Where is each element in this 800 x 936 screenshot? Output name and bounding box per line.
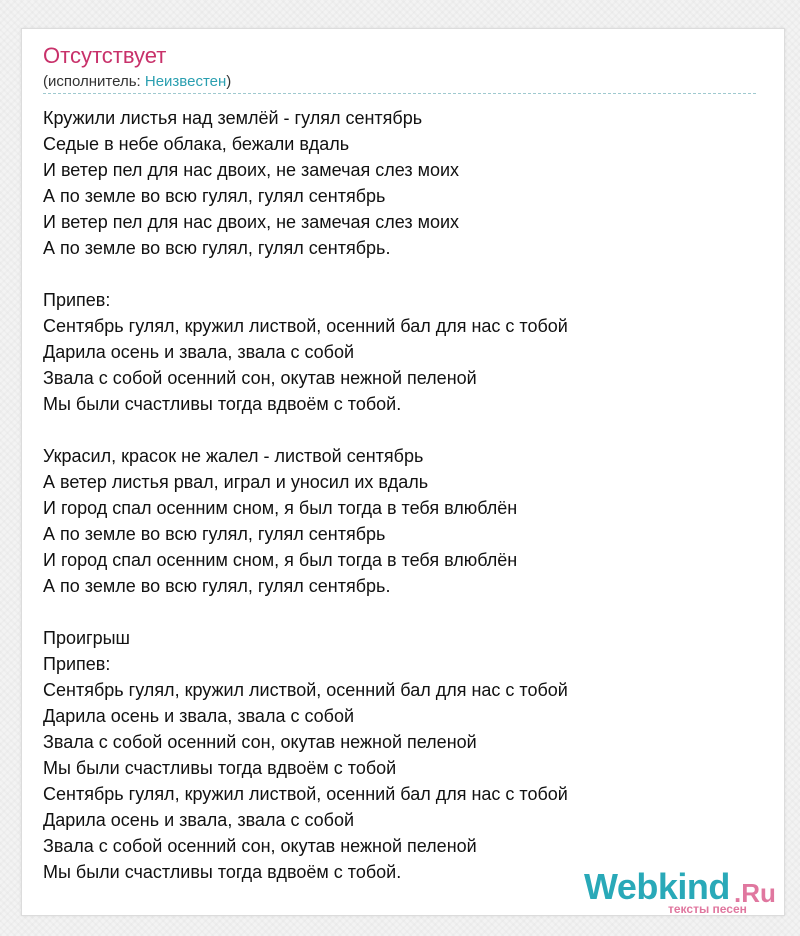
lyric-line: Сентябрь гулял, кружил листвой, осенний бал для нас с тобой [43,784,568,804]
lyric-line: А по земле во всю гулял, гулял сентябрь [43,186,386,206]
lyric-line: Сентябрь гулял, кружил листвой, осенний бал для нас с тобой [43,316,568,336]
lyrics-text [43,105,763,885]
lyrics-card [21,28,785,916]
lyric-blank-line [43,417,763,443]
artist-link[interactable]: Неизвестен [144,73,227,90]
logo-wordmark: Webkind [584,866,730,907]
lyric-line: И город спал осенним сном, я был тогда в тебя влюблён [43,498,518,518]
lyric-line: Припев: [43,654,111,674]
lyric-line: Звала с собой осенний сон, окутав нежной пеленой [43,368,477,388]
lyric-line: Припев: [43,290,111,310]
lyric-line: Звала с собой осенний сон, окутав нежной пеленой [43,836,477,856]
artist-suffix: ) [226,73,232,90]
artist-line [43,73,231,91]
lyric-line: Мы были счастливы тогда вдвоём с тобой [43,758,397,778]
lyric-line: Мы были счастливы тогда вдвоём с тобой. [43,862,402,882]
lyric-line: Проигрыш [43,628,130,648]
lyric-line: И город спал осенним сном, я был тогда в тебя влюблён [43,550,518,570]
lyric-line: Кружили листья над землёй - гулял сентябрь [43,108,423,128]
lyric-line: Мы были счастливы тогда вдвоём с тобой. [43,394,402,414]
lyric-line: Звала с собой осенний сон, окутав нежной пеленой [43,732,477,752]
song-title: Отсутствует [43,43,167,68]
lyric-line: А по земле во всю гулял, гулял сентябрь [43,524,386,544]
lyric-line: Украсил, красок не жалел - листвой сентябрь [43,446,424,466]
lyric-blank-line [43,261,763,287]
logo-tagline: тексты песен [668,902,747,916]
lyric-line: Сентябрь гулял, кружил листвой, осенний бал для нас с тобой [43,680,568,700]
lyric-line: Дарила осень и звала, звала с собой [43,706,355,726]
lyric-line: И ветер пел для нас двоих, не замечая слез моих [43,160,460,180]
lyric-line: А по земле во всю гулял, гулял сентябрь. [43,576,391,596]
lyric-line: А по земле во всю гулял, гулял сентябрь. [43,238,391,258]
site-logo[interactable] [584,867,784,917]
title-divider [43,93,756,94]
artist-prefix: (исполнитель: [43,73,145,90]
lyric-line: И ветер пел для нас двоих, не замечая слез моих [43,212,460,232]
logo-domain: .Ru [734,878,776,908]
lyric-line: Дарила осень и звала, звала с собой [43,342,355,362]
lyric-blank-line [43,599,763,625]
lyric-line: А ветер листья рвал, играл и уносил их вдаль [43,472,429,492]
lyric-line: Седые в небе облака, бежали вдаль [43,134,350,154]
lyric-line: Дарила осень и звала, звала с собой [43,810,355,830]
